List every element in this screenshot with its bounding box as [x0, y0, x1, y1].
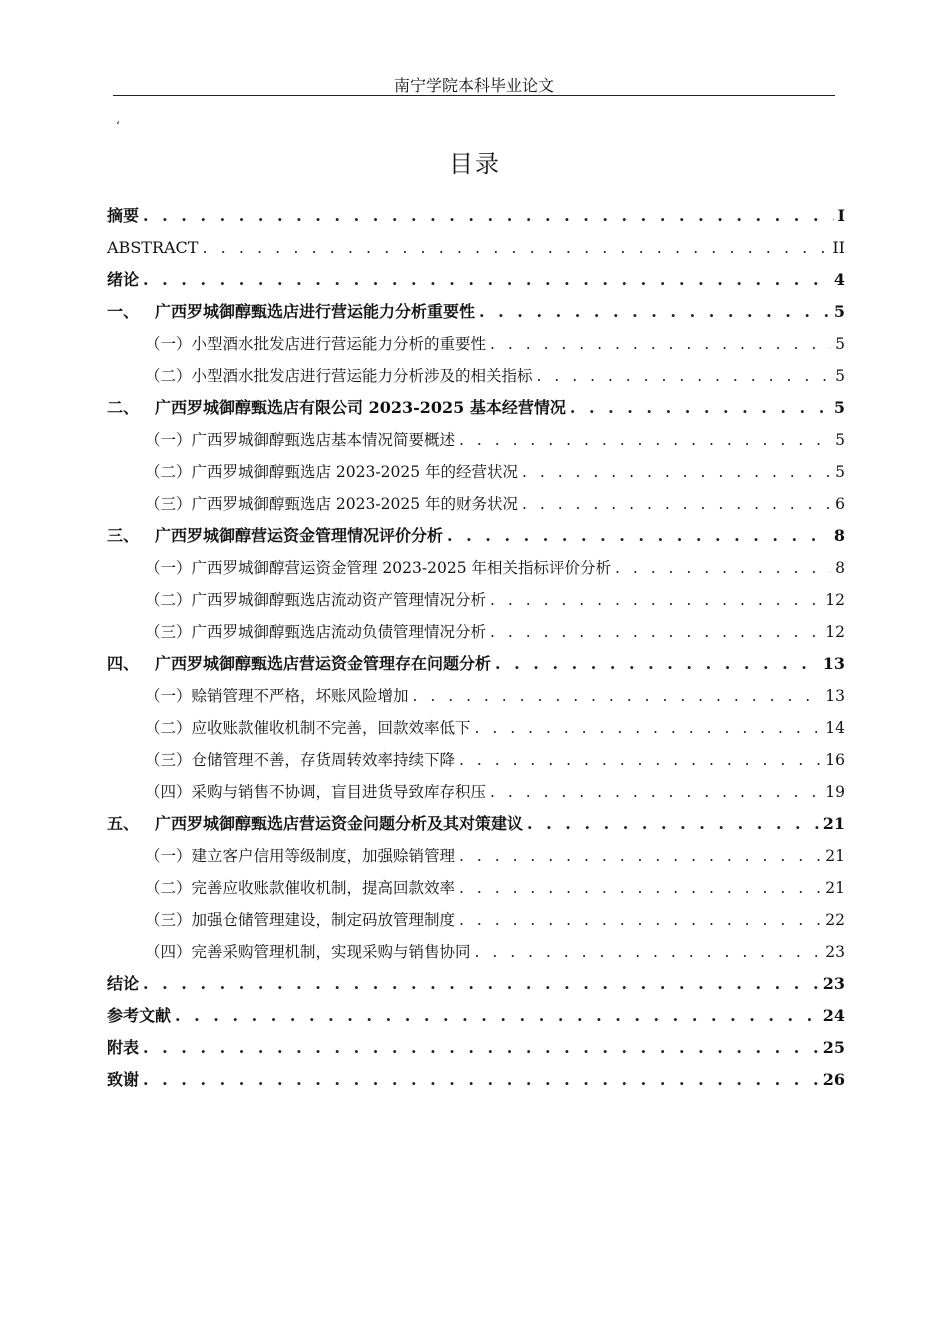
- toc-leader-dots: [475, 712, 822, 744]
- toc-entry[interactable]: [107, 936, 845, 968]
- toc-leader-dots: [143, 1032, 819, 1064]
- toc-leader-dots: [202, 232, 828, 264]
- toc-entry-page: 8: [835, 559, 845, 577]
- toc-entry-label: （一）广西罗城御醇甄选店基本情况简要概述: [145, 431, 456, 449]
- toc-leader-dots: [459, 904, 821, 936]
- toc-leader-dots: [490, 616, 821, 648]
- toc-entry-label: 参考文献: [107, 1006, 172, 1025]
- toc-entry-page: 26: [822, 1070, 845, 1089]
- toc-entry-page: 13: [825, 687, 845, 705]
- toc-entry-page: 16: [825, 751, 845, 769]
- toc-entry-label: （三）仓储管理不善，存货周转效率持续下降: [145, 751, 456, 769]
- toc-leader-dots: [143, 1064, 819, 1096]
- toc-entry-page: 5: [835, 431, 845, 449]
- toc-entry[interactable]: [107, 392, 845, 424]
- toc-entry-page: 23: [822, 974, 845, 993]
- toc-leader-dots: [143, 264, 830, 296]
- toc-entry-label: （一）建立客户信用等级制度，加强赊销管理: [145, 847, 456, 865]
- toc-entry-page: 5: [833, 398, 845, 417]
- toc-entry-page: 21: [822, 814, 845, 833]
- toc-entry-page: 5: [835, 367, 845, 385]
- toc-entry[interactable]: [107, 1064, 845, 1096]
- toc-leader-dots: [143, 200, 834, 232]
- toc-entry[interactable]: [107, 744, 845, 776]
- toc-entry-page: 22: [825, 911, 845, 929]
- toc-entry-label: （二）应收账款催收机制不完善，回款效率低下: [145, 719, 471, 737]
- toc-entry-label: 广西罗城御醇甄选店营运资金问题分析及其对策建议: [155, 814, 524, 833]
- toc-entry-label: 广西罗城御醇甄选店有限公司 2023-2025 基本经营情况: [155, 398, 566, 417]
- toc-leader-dots: [479, 296, 830, 328]
- toc-entry[interactable]: [107, 1000, 845, 1032]
- toc-leader-dots: [537, 360, 832, 392]
- toc-leader-dots: [522, 456, 831, 488]
- toc-entry-page: I: [837, 206, 845, 225]
- toc-leader-dots: [615, 552, 831, 584]
- toc-entry-label: （三）广西罗城御醇甄选店 2023-2025 年的财务状况: [145, 495, 518, 513]
- table-of-contents: [107, 200, 845, 1096]
- toc-entry-label: 广西罗城御醇甄选店进行营运能力分析重要性: [155, 302, 476, 321]
- toc-entry[interactable]: [107, 680, 845, 712]
- toc-entry-number: 一、: [107, 302, 140, 321]
- toc-entry[interactable]: [107, 488, 845, 520]
- stray-mark: ‘: [116, 119, 120, 133]
- toc-entry-label: （一）广西罗城御醇营运资金管理 2023-2025 年相关指标评价分析: [145, 559, 611, 577]
- toc-entry-label: （二）完善应收账款催收机制，提高回款效率: [145, 879, 456, 897]
- toc-leader-dots: [459, 840, 821, 872]
- toc-entry-page: 14: [825, 719, 845, 737]
- toc-leader-dots: [527, 808, 819, 840]
- toc-entry-page: 5: [835, 335, 845, 353]
- toc-entry[interactable]: [107, 200, 845, 232]
- toc-entry-page: 6: [835, 495, 845, 513]
- toc-title: 目录: [449, 150, 501, 178]
- toc-entry[interactable]: [107, 520, 845, 552]
- toc-entry[interactable]: [107, 360, 845, 392]
- toc-entry[interactable]: [107, 616, 845, 648]
- toc-leader-dots: [495, 648, 819, 680]
- toc-entry-number: 二、: [107, 398, 140, 417]
- toc-entry-label: 结论: [107, 974, 140, 993]
- toc-entry-page: 12: [825, 623, 845, 641]
- toc-entry[interactable]: [107, 584, 845, 616]
- toc-entry-page: 24: [822, 1006, 845, 1025]
- toc-entry[interactable]: [107, 968, 845, 1000]
- toc-entry[interactable]: [107, 904, 845, 936]
- toc-entry[interactable]: [107, 872, 845, 904]
- page-header: [113, 76, 835, 96]
- toc-entry-page: 5: [833, 302, 845, 321]
- toc-entry[interactable]: [107, 648, 845, 680]
- toc-entry-page: 13: [822, 654, 845, 673]
- toc-leader-dots: [570, 392, 830, 424]
- toc-entry[interactable]: [107, 552, 845, 584]
- toc-entry[interactable]: [107, 264, 845, 296]
- toc-entry-number: 三、: [107, 526, 140, 545]
- toc-leader-dots: [522, 488, 831, 520]
- toc-entry-page: 12: [825, 591, 845, 609]
- toc-entry-label: 附表: [107, 1038, 140, 1057]
- toc-entry-label: （四）采购与销售不协调，盲目进货导致库存积压: [145, 783, 487, 801]
- toc-entry-number: 五、: [107, 814, 140, 833]
- toc-entry-page: II: [832, 238, 845, 257]
- toc-entry[interactable]: [107, 1032, 845, 1064]
- header-title: 南宁学院本科毕业论文: [393, 76, 554, 95]
- toc-entry-label: （二）广西罗城御醇甄选店流动资产管理情况分析: [145, 591, 487, 609]
- toc-leader-dots: [475, 936, 822, 968]
- toc-leader-dots: [490, 584, 821, 616]
- toc-entry-label: （三）广西罗城御醇甄选店流动负债管理情况分析: [145, 623, 487, 641]
- toc-entry-label: 广西罗城御醇甄选店营运资金管理存在问题分析: [155, 654, 492, 673]
- toc-entry[interactable]: [107, 712, 845, 744]
- toc-leader-dots: [459, 424, 831, 456]
- toc-entry-label: 致谢: [107, 1070, 140, 1089]
- toc-entry-label: ABSTRACT: [107, 238, 199, 257]
- toc-entry-label: （四）完善采购管理机制，实现采购与销售协同: [145, 943, 471, 961]
- toc-entry[interactable]: [107, 296, 845, 328]
- toc-entry-page: 21: [825, 879, 845, 897]
- toc-leader-dots: [490, 776, 821, 808]
- toc-entry-label: （一）赊销管理不严格，坏账风险增加: [145, 687, 409, 705]
- toc-leader-dots: [459, 872, 821, 904]
- toc-entry[interactable]: [107, 808, 845, 840]
- toc-leader-dots: [490, 328, 831, 360]
- toc-entry-label: （一）小型酒水批发店进行营运能力分析的重要性: [145, 335, 487, 353]
- toc-leader-dots: [413, 680, 822, 712]
- toc-entry-page: 8: [833, 526, 845, 545]
- toc-entry-label: 广西罗城御醇营运资金管理情况评价分析: [155, 526, 444, 545]
- toc-leader-dots: [143, 968, 819, 1000]
- toc-entry-number: 四、: [107, 654, 140, 673]
- toc-entry-page: 4: [833, 270, 845, 289]
- toc-leader-dots: [175, 1000, 819, 1032]
- toc-entry-label: （二）小型酒水批发店进行营运能力分析涉及的相关指标: [145, 367, 533, 385]
- toc-entry[interactable]: [107, 840, 845, 872]
- toc-entry-page: 19: [825, 783, 845, 801]
- toc-entry[interactable]: [107, 328, 845, 360]
- toc-entry-page: 21: [825, 847, 845, 865]
- toc-entry-page: 5: [835, 463, 845, 481]
- toc-entry-label: （三）加强仓储管理建设，制定码放管理制度: [145, 911, 456, 929]
- toc-entry[interactable]: [107, 776, 845, 808]
- toc-entry[interactable]: [107, 456, 845, 488]
- toc-entry-page: 25: [822, 1038, 845, 1057]
- toc-entry-label: （二）广西罗城御醇甄选店 2023-2025 年的经营状况: [145, 463, 518, 481]
- toc-leader-dots: [447, 520, 830, 552]
- toc-leader-dots: [459, 744, 821, 776]
- toc-entry-label: 摘要: [107, 206, 140, 225]
- toc-entry-label: 绪论: [107, 270, 140, 289]
- toc-entry[interactable]: [107, 424, 845, 456]
- toc-entry-page: 23: [825, 943, 845, 961]
- toc-entry[interactable]: [107, 232, 845, 264]
